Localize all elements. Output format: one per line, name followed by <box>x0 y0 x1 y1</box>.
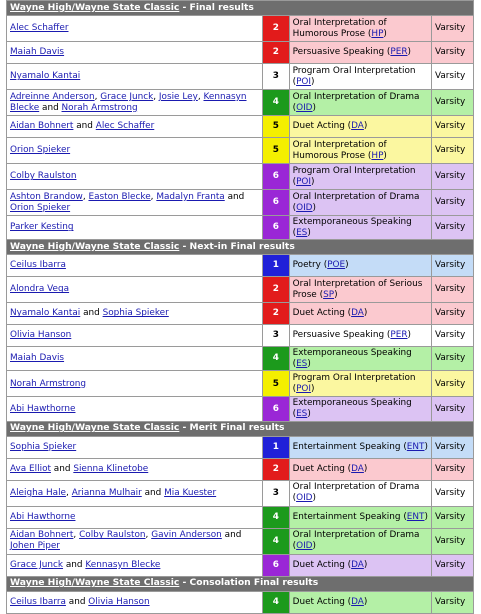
division-label: Varsity <box>431 371 473 397</box>
event-name <box>289 303 431 325</box>
competitor-link[interactable]: Orion Spieker <box>10 145 71 156</box>
event-abbr-link[interactable]: OID <box>296 493 313 504</box>
competitor-link[interactable]: Nyamalo Kantai <box>10 308 81 319</box>
event-abbr-link[interactable]: DA <box>351 559 364 570</box>
event-label: Poetry ( <box>292 260 328 271</box>
division-label: Varsity <box>431 216 473 240</box>
event-abbr-link[interactable]: DA <box>351 308 364 319</box>
event-label: Entertainment Speaking ( <box>292 511 407 522</box>
event-abbr-link[interactable]: DA <box>351 463 364 474</box>
competitor-link[interactable]: Maiah Davis <box>10 353 65 364</box>
name-separator: and <box>141 487 165 498</box>
competitor-link[interactable]: Mia Kuester <box>164 487 217 498</box>
event-label: Oral Interpretation of Drama ( <box>292 91 420 113</box>
division-label: Varsity <box>431 591 473 613</box>
result-row <box>7 42 474 64</box>
tournament-link[interactable]: Wayne High/Wayne State Classic <box>10 1 180 13</box>
event-abbr-link[interactable]: DA <box>351 121 364 132</box>
competitor-link[interactable]: Grace Junck <box>10 559 64 570</box>
event-abbr-link[interactable]: POI <box>296 383 312 394</box>
division-label: Varsity <box>431 397 473 421</box>
division-label: Varsity <box>431 164 473 190</box>
division-label: Varsity <box>431 506 473 528</box>
event-abbr-link[interactable]: ES <box>296 358 308 369</box>
name-separator: , <box>94 91 101 102</box>
competitor-link[interactable]: Johen Piper <box>10 541 60 552</box>
competitor-link[interactable]: Orion Spieker <box>10 202 71 213</box>
event-label: Entertainment Speaking ( <box>292 441 407 452</box>
event-label: Persuasive Speaking ( <box>292 47 391 58</box>
division-label: Varsity <box>431 303 473 325</box>
event-close-paren: ) <box>363 596 368 607</box>
competitor-link[interactable]: Josie Ley <box>158 91 198 102</box>
result-row <box>7 325 474 347</box>
event-abbr-link[interactable]: ES <box>296 408 308 419</box>
place-badge: 4 <box>263 506 290 528</box>
section-header <box>7 240 474 255</box>
name-separator: and <box>50 463 74 474</box>
division-label: Varsity <box>431 116 473 138</box>
place-badge: 3 <box>263 325 290 347</box>
event-abbr-link[interactable]: ES <box>296 227 308 238</box>
event-label: Oral Interpretation of Humorous Prose ( <box>292 139 387 161</box>
division-label: Varsity <box>431 190 473 216</box>
result-row <box>7 371 474 397</box>
event-label: Oral Interpretation of Humorous Prose ( <box>292 17 387 39</box>
place-badge: 4 <box>263 528 290 554</box>
competitor-names <box>7 116 263 138</box>
event-close-paren: ) <box>363 463 368 474</box>
event-close-paren: ) <box>334 289 338 300</box>
event-abbr-link[interactable]: PER <box>390 47 408 58</box>
competitor-names <box>7 277 263 303</box>
event-abbr-link[interactable]: DA <box>351 596 364 607</box>
name-separator: , <box>153 91 159 102</box>
tournament-link[interactable]: Wayne High/Wayne State Classic <box>10 240 180 252</box>
place-badge: 6 <box>263 554 290 576</box>
division-label: Varsity <box>431 277 473 303</box>
place-badge: 2 <box>263 277 290 303</box>
division-label: Varsity <box>431 16 473 42</box>
place-badge: 1 <box>263 436 290 458</box>
division-label: Varsity <box>431 138 473 164</box>
result-row <box>7 591 474 613</box>
event-close-paren: ) <box>424 511 428 522</box>
division-label: Varsity <box>431 90 473 116</box>
event-close-paren: ) <box>363 559 368 570</box>
competitor-link[interactable]: Ceilus Ibarra <box>10 596 66 607</box>
competitor-names <box>7 528 263 554</box>
section-round-label: - Next-in Final results <box>179 240 295 252</box>
place-badge: 4 <box>263 90 290 116</box>
division-label: Varsity <box>431 436 473 458</box>
name-separator: , <box>145 530 152 541</box>
event-label: Duet Acting ( <box>292 559 352 570</box>
name-separator: , <box>197 91 204 102</box>
division-label: Varsity <box>431 458 473 480</box>
division-label: Varsity <box>431 255 473 277</box>
competitor-link[interactable]: Norah Armstrong <box>61 102 138 113</box>
competitor-link[interactable]: Aleigha Hale <box>10 487 67 498</box>
competitor-link[interactable]: Adreinne Anderson <box>10 91 95 102</box>
name-separator: and <box>63 559 86 570</box>
place-badge: 4 <box>263 347 290 371</box>
event-close-paren: ) <box>312 202 316 213</box>
competitor-link[interactable]: Olivia Hanson <box>88 596 150 607</box>
section-header <box>7 421 474 436</box>
competitor-link[interactable]: Grace Junck <box>100 91 154 102</box>
results-table <box>6 0 474 614</box>
competitor-link[interactable]: Sophia Spieker <box>10 441 77 452</box>
results-table-body <box>7 1 474 614</box>
event-abbr-link[interactable]: OID <box>296 202 313 213</box>
section-header <box>7 1 474 16</box>
event-close-paren: ) <box>307 408 311 419</box>
result-row <box>7 190 474 216</box>
place-badge: 3 <box>263 480 290 506</box>
division-label: Varsity <box>431 554 473 576</box>
place-badge: 2 <box>263 303 290 325</box>
result-row <box>7 436 474 458</box>
place-badge: 5 <box>263 116 290 138</box>
result-row <box>7 116 474 138</box>
name-separator: , <box>82 191 89 202</box>
section-title <box>7 1 474 16</box>
event-label: Extemporaneous Speaking ( <box>292 398 412 419</box>
event-name <box>289 591 431 613</box>
division-label: Varsity <box>431 528 473 554</box>
competitor-link[interactable]: Ashton Brandow <box>10 191 83 202</box>
place-badge: 6 <box>263 190 290 216</box>
result-row <box>7 255 474 277</box>
event-abbr-link[interactable]: POE <box>327 260 346 271</box>
event-abbr-link[interactable]: POI <box>296 176 312 187</box>
competitor-names <box>7 42 263 64</box>
name-separator: and <box>73 121 96 132</box>
event-name <box>289 64 431 90</box>
result-row <box>7 90 474 116</box>
result-row <box>7 138 474 164</box>
section-title <box>7 576 474 591</box>
competitor-names <box>7 303 263 325</box>
event-label: Extemporaneous Speaking ( <box>292 348 412 369</box>
event-name <box>289 480 431 506</box>
event-abbr-link[interactable]: OID <box>296 102 313 113</box>
event-label: Program Oral Interpretation ( <box>292 65 416 87</box>
event-label: Oral Interpretation of Drama ( <box>292 191 420 213</box>
event-close-paren: ) <box>312 541 316 552</box>
competitor-link[interactable]: Kennasyn Blecke <box>10 91 247 113</box>
section-round-label: - Consolation Final results <box>179 577 319 589</box>
event-abbr-link[interactable]: HP <box>371 28 384 39</box>
competitor-link[interactable]: Alec Schaffer <box>95 121 155 132</box>
competitor-names <box>7 554 263 576</box>
event-label: Persuasive Speaking ( <box>292 330 391 341</box>
result-row <box>7 554 474 576</box>
division-label: Varsity <box>431 480 473 506</box>
competitor-link[interactable]: Arianna Mulhair <box>71 487 142 498</box>
result-row <box>7 528 474 554</box>
place-badge: 1 <box>263 255 290 277</box>
event-close-paren: ) <box>345 260 349 271</box>
result-row <box>7 506 474 528</box>
event-close-paren: ) <box>407 47 411 58</box>
competitor-names <box>7 64 263 90</box>
result-row <box>7 458 474 480</box>
event-abbr-link[interactable]: ENT <box>406 441 425 452</box>
result-row <box>7 347 474 371</box>
competitor-names <box>7 591 263 613</box>
competitor-link[interactable]: Colby Raulston <box>10 171 77 182</box>
event-abbr-link[interactable]: PER <box>390 330 408 341</box>
competitor-link[interactable]: Kennasyn Blecke <box>85 559 161 570</box>
section-title <box>7 240 474 255</box>
event-name <box>289 164 431 190</box>
event-label: Duet Acting ( <box>292 121 352 132</box>
event-close-paren: ) <box>312 102 316 113</box>
division-label: Varsity <box>431 347 473 371</box>
competitor-names <box>7 347 263 371</box>
competitor-names <box>7 255 263 277</box>
competitor-link[interactable]: Maiah Davis <box>10 47 65 58</box>
result-row <box>7 216 474 240</box>
event-label: Program Oral Interpretation ( <box>292 373 416 394</box>
event-name <box>289 116 431 138</box>
event-name <box>289 90 431 116</box>
competitor-link[interactable]: Ava Elliot <box>10 463 51 474</box>
event-close-paren: ) <box>383 28 387 39</box>
event-name <box>289 347 431 371</box>
event-name <box>289 277 431 303</box>
event-close-paren: ) <box>311 76 315 87</box>
event-label: Duet Acting ( <box>292 463 352 474</box>
place-badge: 4 <box>263 591 290 613</box>
event-name <box>289 216 431 240</box>
place-badge: 2 <box>263 42 290 64</box>
name-separator: and <box>80 308 103 319</box>
event-close-paren: ) <box>363 121 368 132</box>
competitor-link[interactable]: Nyamalo Kantai <box>10 71 81 82</box>
competitor-names <box>7 371 263 397</box>
event-label: Program Oral Interpretation ( <box>292 165 416 187</box>
event-label: Extemporaneous Speaking ( <box>292 217 412 238</box>
competitor-link[interactable]: Abi Hawthorne <box>10 403 76 414</box>
event-name <box>289 371 431 397</box>
event-close-paren: ) <box>312 493 316 504</box>
name-separator: and <box>221 530 242 541</box>
result-row <box>7 277 474 303</box>
event-close-paren: ) <box>311 383 315 394</box>
competitor-link[interactable]: Alec Schaffer <box>10 23 69 34</box>
event-label: Duet Acting ( <box>292 308 352 319</box>
place-badge: 5 <box>263 138 290 164</box>
event-abbr-link[interactable]: ENT <box>406 511 425 522</box>
competitor-link[interactable]: Ceilus Ibarra <box>10 260 66 271</box>
name-separator: , <box>73 530 80 541</box>
event-abbr-link[interactable]: HP <box>371 150 384 161</box>
result-row <box>7 16 474 42</box>
place-badge: 6 <box>263 164 290 190</box>
name-separator: and <box>65 596 89 607</box>
competitor-link[interactable]: Parker Kesting <box>10 222 74 233</box>
division-label: Varsity <box>431 42 473 64</box>
event-close-paren: ) <box>383 150 387 161</box>
event-name <box>289 16 431 42</box>
tournament-link[interactable]: Wayne High/Wayne State Classic <box>10 577 180 589</box>
place-badge: 6 <box>263 216 290 240</box>
competitor-link[interactable]: Easton Blecke <box>88 191 151 202</box>
name-separator: and <box>224 191 245 202</box>
competitor-link[interactable]: Abi Hawthorne <box>10 511 76 522</box>
competitor-names <box>7 325 263 347</box>
competitor-names <box>7 90 263 116</box>
place-badge: 6 <box>263 397 290 421</box>
competitor-link[interactable]: Aidan Bohnert <box>10 530 74 541</box>
event-abbr-link[interactable]: POI <box>296 76 312 87</box>
event-abbr-link[interactable]: OID <box>296 541 313 552</box>
result-row <box>7 303 474 325</box>
section-title <box>7 421 474 436</box>
tournament-link[interactable]: Wayne High/Wayne State Classic <box>10 422 180 434</box>
competitor-names <box>7 216 263 240</box>
event-name <box>289 554 431 576</box>
division-label: Varsity <box>431 64 473 90</box>
event-close-paren: ) <box>363 308 368 319</box>
competitor-link[interactable]: Gavin Anderson <box>151 530 222 541</box>
competitor-names <box>7 397 263 421</box>
place-badge: 3 <box>263 64 290 90</box>
event-name <box>289 506 431 528</box>
event-name <box>289 458 431 480</box>
result-row <box>7 480 474 506</box>
place-badge: 2 <box>263 458 290 480</box>
event-close-paren: ) <box>307 358 311 369</box>
event-name <box>289 42 431 64</box>
competitor-link[interactable]: Madalyn Franta <box>156 191 225 202</box>
name-separator: , <box>66 487 72 498</box>
event-label: Oral Interpretation of Serious Prose ( <box>292 279 423 300</box>
competitor-names <box>7 190 263 216</box>
section-header <box>7 576 474 591</box>
competitor-names <box>7 506 263 528</box>
competitor-names <box>7 436 263 458</box>
competitor-link[interactable]: Colby Raulston <box>79 530 146 541</box>
competitor-link[interactable]: Olivia Hanson <box>10 330 72 341</box>
event-abbr-link[interactable]: SP <box>323 289 335 300</box>
competitor-names <box>7 164 263 190</box>
section-round-label: - Merit Final results <box>179 422 285 434</box>
competitor-names <box>7 138 263 164</box>
event-close-paren: ) <box>307 227 311 238</box>
place-badge: 2 <box>263 16 290 42</box>
event-name <box>289 138 431 164</box>
division-label: Varsity <box>431 325 473 347</box>
event-name <box>289 436 431 458</box>
competitor-names <box>7 458 263 480</box>
competitor-link[interactable]: Sophia Spieker <box>102 308 169 319</box>
competitor-link[interactable]: Norah Armstrong <box>10 378 87 389</box>
competitor-link[interactable]: Alondra Vega <box>10 284 70 295</box>
event-label: Duet Acting ( <box>292 596 352 607</box>
competitor-names <box>7 16 263 42</box>
event-name <box>289 528 431 554</box>
result-row <box>7 397 474 421</box>
event-name <box>289 325 431 347</box>
event-close-paren: ) <box>424 441 428 452</box>
competitor-names <box>7 480 263 506</box>
name-separator: , <box>150 191 157 202</box>
event-name <box>289 397 431 421</box>
event-close-paren: ) <box>311 176 315 187</box>
competitor-link[interactable]: Sienna Klinetobe <box>73 463 149 474</box>
event-name <box>289 190 431 216</box>
result-row <box>7 64 474 90</box>
event-label: Oral Interpretation of Drama ( <box>292 530 420 552</box>
event-name <box>289 255 431 277</box>
event-label: Oral Interpretation of Drama ( <box>292 482 420 504</box>
name-separator: and <box>39 102 62 113</box>
place-badge: 5 <box>263 371 290 397</box>
event-close-paren: ) <box>407 330 411 341</box>
section-round-label: - Final results <box>179 1 254 13</box>
competitor-link[interactable]: Aidan Bohnert <box>10 121 74 132</box>
result-row <box>7 164 474 190</box>
